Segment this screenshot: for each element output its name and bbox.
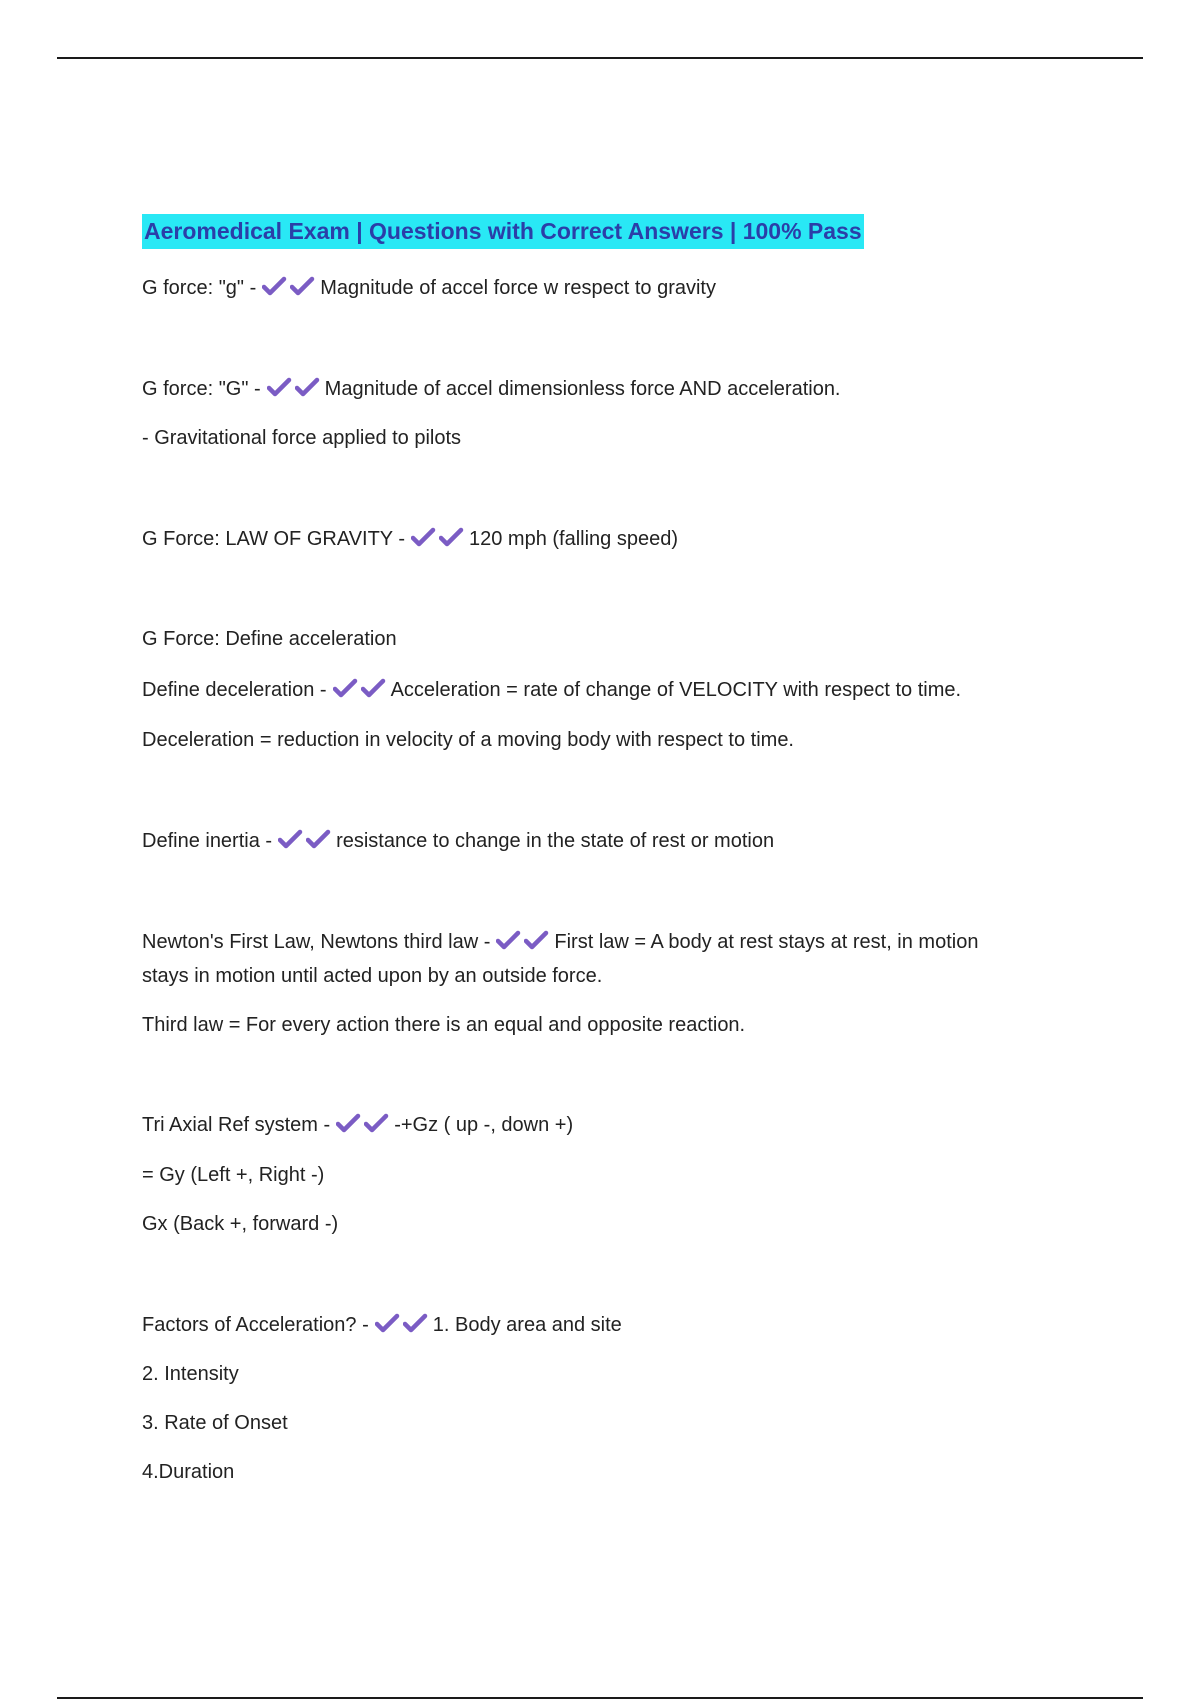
qa-line bbox=[142, 274, 716, 305]
answer-wrap: stays in motion until acted upon by an outside force. bbox=[142, 965, 603, 987]
answer: 1. Body area and site bbox=[432, 1314, 622, 1336]
answer-continuation: - Gravitational force applied to pilots bbox=[142, 427, 462, 449]
answer: resistance to change in the state of rest or motion bbox=[336, 830, 775, 852]
question: Factors of Acceleration? - bbox=[142, 1314, 369, 1336]
qa-line bbox=[142, 928, 978, 959]
answer: 120 mph (falling speed) bbox=[469, 528, 679, 550]
bottom-rule bbox=[57, 1697, 1143, 1699]
qa-line bbox=[142, 1111, 573, 1142]
answer: Magnitude of accel dimensionless force AND acceleration. bbox=[324, 378, 841, 400]
answer: Magnitude of accel force w respect to gravity bbox=[320, 277, 716, 299]
answer: First law = A body at rest stays at rest, in motion bbox=[554, 931, 979, 953]
answer: Acceleration = rate of change of VELOCITY with respect to time. bbox=[390, 679, 962, 701]
qa-line bbox=[142, 525, 678, 556]
double-check-icon bbox=[278, 828, 334, 858]
answer-continuation: 4.Duration bbox=[142, 1461, 235, 1483]
title-wrap bbox=[142, 214, 864, 249]
answer-continuation: = Gy (Left +, Right -) bbox=[142, 1164, 325, 1186]
answer-continuation: 3. Rate of Onset bbox=[142, 1412, 288, 1434]
document-title: Aeromedical Exam | Questions with Correct Answers | 100% Pass bbox=[142, 214, 864, 249]
question: Define deceleration - bbox=[142, 679, 327, 701]
answer: -+Gz ( up -, down +) bbox=[394, 1114, 574, 1136]
answer-continuation: 2. Intensity bbox=[142, 1363, 239, 1385]
question: Define inertia - bbox=[142, 830, 273, 852]
double-check-icon bbox=[262, 275, 318, 305]
qa-line bbox=[142, 827, 774, 858]
qa-line bbox=[142, 676, 961, 707]
question: G force: "G" - bbox=[142, 378, 261, 400]
double-check-icon bbox=[375, 1312, 431, 1342]
question: G force: "g" - bbox=[142, 277, 257, 299]
double-check-icon bbox=[267, 376, 323, 406]
question: Newton's First Law, Newtons third law - bbox=[142, 931, 491, 953]
qa-line bbox=[142, 1311, 622, 1342]
top-rule bbox=[57, 57, 1143, 59]
double-check-icon bbox=[336, 1112, 392, 1142]
double-check-icon bbox=[496, 929, 552, 959]
double-check-icon bbox=[411, 526, 467, 556]
plain-line: G Force: Define acceleration bbox=[142, 628, 397, 650]
question: G Force: LAW OF GRAVITY - bbox=[142, 528, 405, 550]
qa-line bbox=[142, 375, 841, 406]
answer-continuation: Deceleration = reduction in velocity of a moving body with respect to time. bbox=[142, 729, 794, 751]
answer-continuation: Third law = For every action there is an equal and opposite reaction. bbox=[142, 1014, 746, 1036]
double-check-icon bbox=[333, 677, 389, 707]
question: Tri Axial Ref system - bbox=[142, 1114, 331, 1136]
answer-continuation: Gx (Back +, forward -) bbox=[142, 1213, 339, 1235]
